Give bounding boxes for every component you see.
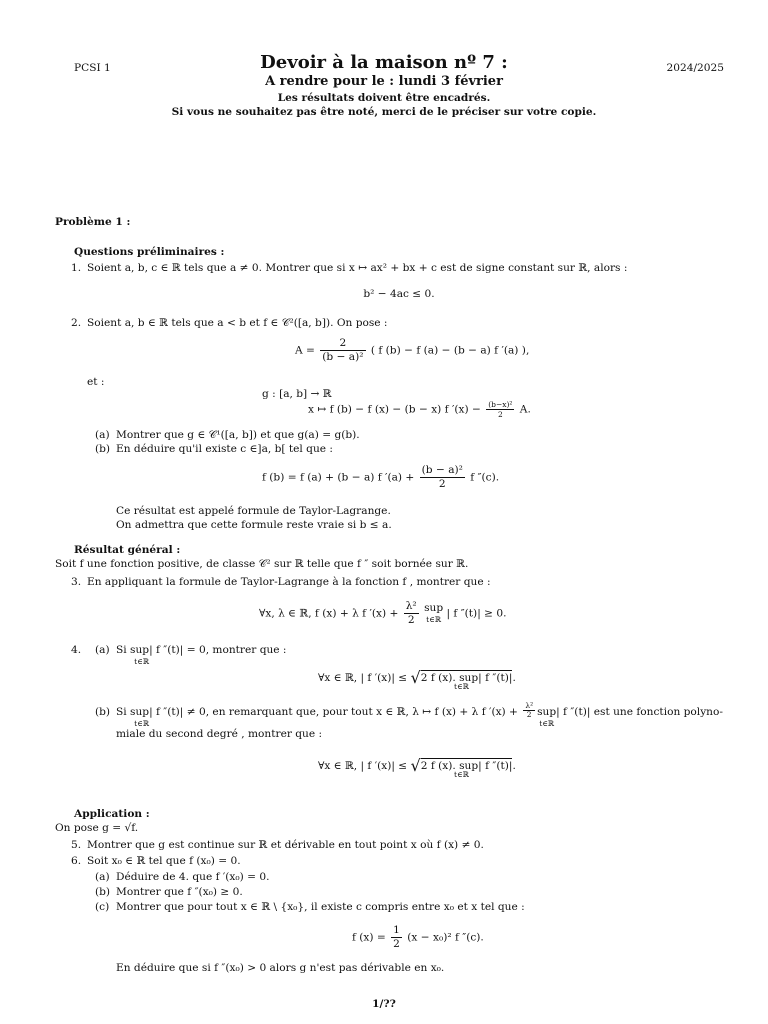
general-text: Soit f une fonction positive, de classe 𝒞² sur ℝ telle que f ″ soit bornée sur ℝ.	[55, 558, 469, 570]
q2-note-2: On admettra que cette formule reste vraie si b ≤ a.	[116, 519, 392, 531]
q4b-text-line2: miale du second degré , montrer que :	[116, 728, 323, 740]
q4a-text: Si sup t∈ℝ | f ″(t)| = 0, montrer que :	[116, 644, 287, 666]
q4a-formula: ∀x ∈ ℝ, | f ′(x)| ≤ √2 f (x). sup| f ″(t)|. t∈ℝ	[318, 668, 516, 691]
q5-text: Montrer que g est continue sur ℝ et dérivable en tout point x où f (x) ≠ 0.	[87, 839, 484, 851]
q6-text: Soit x₀ ∈ ℝ tel que f (x₀) = 0.	[87, 855, 241, 867]
taylor-lagrange-formula: f (b) = f (a) + (b − a) f ′(a) + $\frac{\text{(b − a)²}}{2}$ f ″(c).	[262, 464, 500, 490]
q2b-text: En déduire qu'il existe c ∈]a, b[ tel que :	[116, 443, 333, 455]
q4b-label: (b)	[95, 706, 111, 718]
q1-number: 1.	[71, 262, 82, 274]
q2a-label: (a)	[95, 429, 110, 441]
instructions-note-1: Les résultats doivent être encadrés.	[277, 92, 491, 104]
application-text: On pose g = √f.	[55, 822, 139, 834]
instructions-note-2: Si vous ne souhaitez pas être noté, merci de le préciser sur votre copie.	[171, 106, 597, 118]
problem-title: Problème 1 :	[55, 216, 131, 228]
page-title: Devoir à la maison nº 7 :	[260, 52, 508, 73]
q2-number: 2.	[71, 317, 82, 329]
q6a-label: (a)	[95, 871, 110, 883]
q6c-conclusion: En déduire que si f ″(x₀) > 0 alors g n'est pas dérivable en x₀.	[116, 962, 445, 974]
q6c-formula: f (x) = $\frac{1}{2}$ (x − x₀)² f ″(c).	[352, 924, 484, 950]
q2-g-def-line2: x ↦ f (b) − f (x) − (b − x) f ′(x) − $\frac{\text{(b−x)²}}{2}$ A.	[308, 400, 531, 419]
q1-formula: b² − 4ac ≤ 0.	[363, 288, 435, 300]
q6b-text: Montrer que f ″(x₀) ≥ 0.	[116, 886, 243, 898]
q3-text: En appliquant la formule de Taylor-Lagrange à la fonction f , montrer que :	[87, 576, 491, 588]
q6-number: 6.	[71, 855, 82, 867]
school-year: 2024/2025	[666, 62, 724, 74]
page-number: 1/??	[372, 998, 396, 1010]
application-title: Application :	[74, 808, 150, 820]
class-label: PCSI 1	[74, 62, 111, 74]
prelim-title: Questions préliminaires :	[74, 246, 225, 258]
q4b-text: Si sup t∈ℝ | f ″(t)| ≠ 0, en remarquant que, pour tout x ∈ ℝ, λ ↦ f (x) + λ f ′(x) + $\frac{\text{λ²}}{2}$ sup t∈ℝ | f ″(t)| est une fonction polyno-	[116, 701, 723, 728]
q2-g-def-line1: g : [a, b] → ℝ	[262, 388, 332, 400]
due-date: A rendre pour le : lundi 3 février	[265, 74, 503, 89]
q6b-label: (b)	[95, 886, 111, 898]
q3-formula: ∀x, λ ∈ ℝ, f (x) + λ f ′(x) + $\frac{\text{λ²}}{2}$ sup t∈ℝ | f ″(t)| ≥ 0.	[259, 600, 507, 626]
q6c-label: (c)	[95, 901, 110, 913]
q4b-formula: ∀x ∈ ℝ, | f ′(x)| ≤ √2 f (x). sup| f ″(t)|. t∈ℝ	[318, 756, 516, 779]
q2a-text: Montrer que g ∈ 𝒞¹([a, b]) et que g(a) = g(b).	[116, 429, 360, 441]
q2-et: et :	[87, 376, 105, 388]
q6c-text: Montrer que pour tout x ∈ ℝ \ {x₀}, il existe c compris entre x₀ et x tel que :	[116, 901, 525, 913]
q4a-label: (a)	[95, 644, 110, 656]
q2-A-formula: A = $\frac{2}{\text{(b − a)²}}$ ( f (b) − f (a) − (b − a) f ′(a) ),	[295, 337, 530, 363]
q6a-text: Déduire de 4. que f ′(x₀) = 0.	[116, 871, 270, 883]
general-title: Résultat général :	[74, 544, 181, 556]
q3-number: 3.	[71, 576, 82, 588]
q1-text: Soient a, b, c ∈ ℝ tels que a ≠ 0. Montrer que si x ↦ ax² + bx + c est de signe constant sur ℝ, alors :	[87, 262, 628, 274]
q2-text: Soient a, b ∈ ℝ tels que a < b et f ∈ 𝒞²([a, b]). On pose :	[87, 317, 388, 329]
q5-number: 5.	[71, 839, 82, 851]
q2b-label: (b)	[95, 443, 111, 455]
q4-number: 4.	[71, 644, 82, 656]
q2-note-1: Ce résultat est appelé formule de Taylor-Lagrange.	[116, 505, 391, 517]
